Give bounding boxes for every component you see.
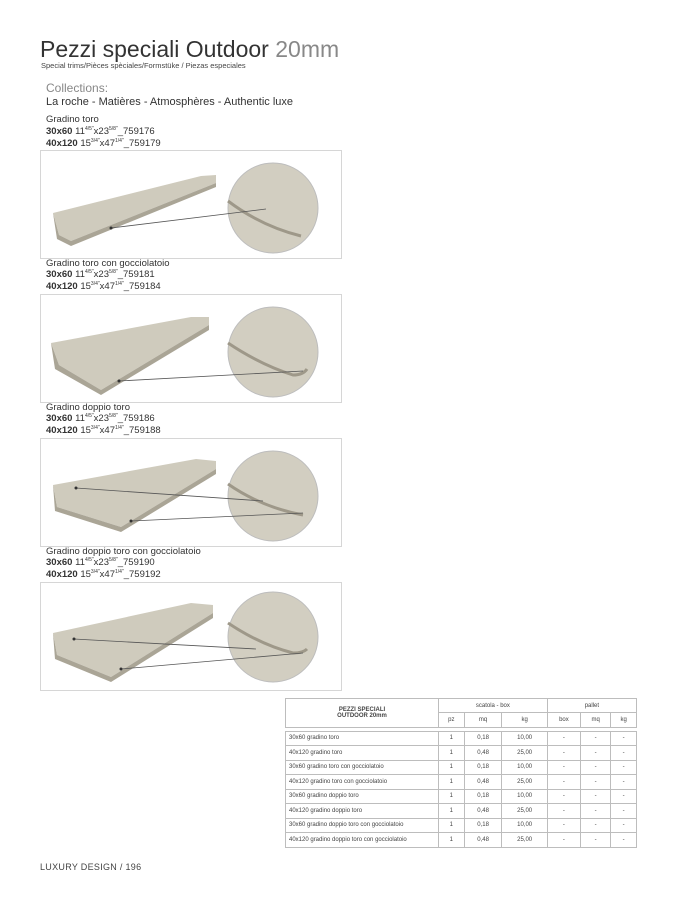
page-title — [40, 36, 339, 63]
product-size-line: 30x60 $11^{4/5"}x23^{5/8"}\_759186$ — [46, 413, 155, 425]
table-row: 40x120 gradino toro 1 0,48 25,00 - - - — [286, 746, 637, 761]
table-row: 30x60 gradino doppio toro con gocciolatoio 1 0,18 10,00 - - - — [286, 818, 637, 833]
table-title-line1: PEZZI SPECIALI — [338, 706, 386, 713]
product-code: _759190 — [117, 557, 155, 569]
table-row: 40x120 gradino doppio toro 1 0,48 25,00 - - - — [286, 804, 637, 819]
table-group-pallet: pallet — [547, 699, 636, 713]
page-footer: LUXURY DESIGN / 196 — [40, 862, 142, 872]
size-label: 30x60 — [46, 269, 73, 281]
product-code: _759176 — [117, 126, 155, 138]
table-row: 40x120 gradino toro con gocciolatoio 1 0,48 25,00 - - - — [286, 775, 637, 790]
table-subheader: mq — [581, 713, 611, 728]
table-group-box: scatola - box — [439, 699, 548, 713]
product-image-gradino-doppio-toro-gocciolatoio — [40, 582, 342, 691]
product-code: _759184 — [123, 281, 161, 293]
product-name: Gradino toro — [46, 114, 99, 125]
collections-list: La roche - Matières - Atmosphères - Authentic luxe — [46, 96, 294, 108]
collections-label: Collections: — [46, 81, 109, 95]
product-name: Gradino toro con gocciolatoio — [46, 258, 170, 269]
table-title-line2: OUTDOOR 20mm — [337, 712, 387, 719]
size-label: 30x60 — [46, 557, 73, 569]
table-subheader: kg — [502, 713, 547, 728]
product-size-line: 40x120 $15^{3/4"}x47^{1/4"}\_759188$ — [46, 425, 161, 437]
table-row: 40x120 gradino doppio toro con gocciolatoio 1 0,48 25,00 - - - — [286, 833, 637, 848]
product-name: Gradino doppio toro — [46, 402, 130, 413]
size-label: 40x120 — [46, 138, 78, 150]
product-size-line: 40x120 $15^{3/4"}x47^{1/4"}\_759192$ — [46, 569, 161, 581]
product-size-line: 30x60 $11^{4/5"}x23^{5/8"}\_759190$ — [46, 557, 155, 569]
product-image-gradino-doppio-toro — [40, 438, 342, 547]
product-size-line: 40x120 $15^{3/4"}x47^{1/4"}\_759184$ — [46, 281, 161, 293]
product-image-gradino-toro — [40, 150, 342, 259]
table-row: 30x60 gradino doppio toro 1 0,18 10,00 - - - — [286, 789, 637, 804]
table-row: 30x60 gradino toro 1 0,18 10,00 - - - — [286, 731, 637, 746]
table-subheader: kg — [611, 713, 637, 728]
product-code: _759188 — [123, 425, 161, 437]
table-subheader: pz — [439, 713, 465, 728]
product-size-line: 30x60 $11^{4/5"}x23^{5/8"}\_759176$ — [46, 126, 155, 138]
table-subheader: mq — [464, 713, 502, 728]
product-code: _759192 — [123, 569, 161, 581]
packaging-table — [285, 698, 637, 848]
product-size-line: 30x60 $11^{4/5"}x23^{5/8"}\_759181$ — [46, 269, 155, 281]
product-code: _759186 — [117, 413, 155, 425]
page-subtitle: Special trims/Pièces spèciales/Formstüke / Piezas especiales — [41, 61, 246, 70]
table-row: 30x60 gradino toro con gocciolatoio 1 0,18 10,00 - - - — [286, 760, 637, 775]
product-image-gradino-toro-gocciolatoio — [40, 294, 342, 403]
size-label: 40x120 — [46, 281, 78, 293]
product-name: Gradino doppio toro con gocciolatoio — [46, 546, 201, 557]
size-label: 40x120 — [46, 425, 78, 437]
size-label: 30x60 — [46, 413, 73, 425]
product-code: _759181 — [117, 269, 155, 281]
table-subheader: box — [547, 713, 580, 728]
table-title-cell — [286, 699, 439, 728]
size-label: 30x60 — [46, 126, 73, 138]
page-title-thickness: 20mm — [275, 36, 340, 62]
page-title-main: Pezzi speciali Outdoor — [40, 36, 269, 62]
product-size-line: 40x120 $15^{3/4"}x47^{1/4"}\_759179$ — [46, 138, 161, 150]
size-label: 40x120 — [46, 569, 78, 581]
product-code: _759179 — [123, 138, 161, 150]
